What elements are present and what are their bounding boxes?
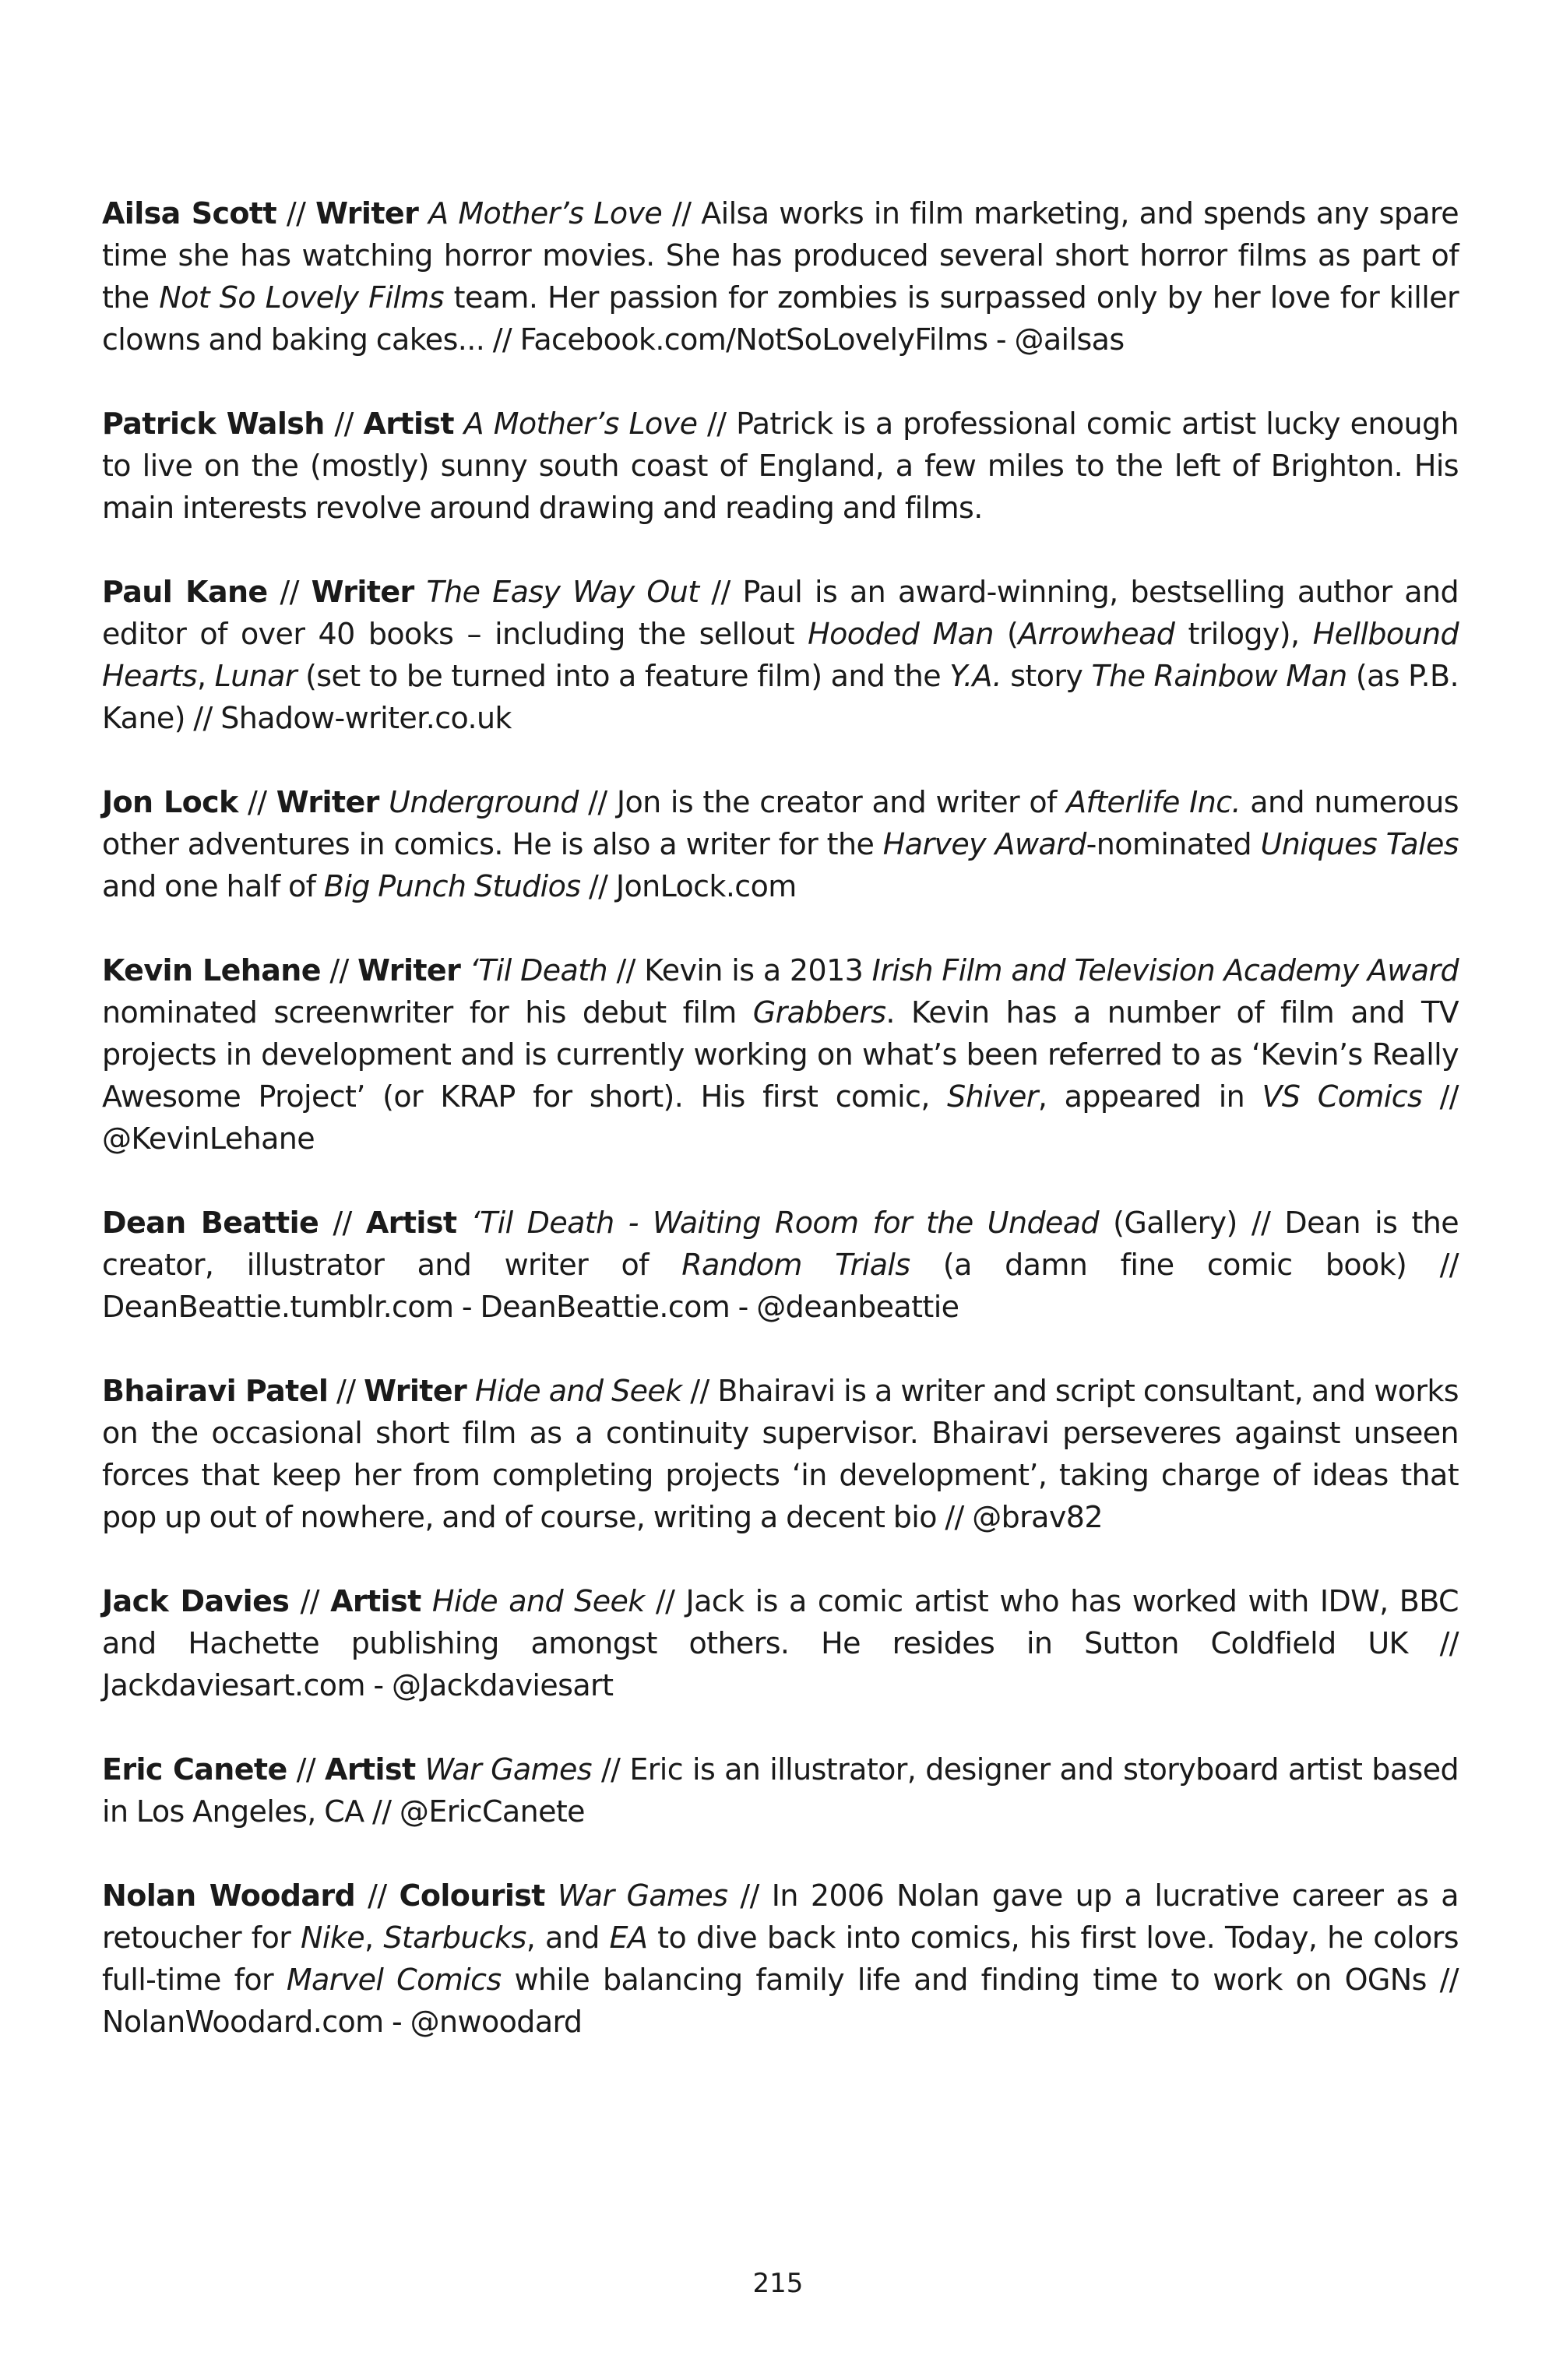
bio-bold-text: Writer xyxy=(357,953,461,988)
contributor-bio xyxy=(102,781,1459,907)
bio-text: // Bhairavi is a writer and script consultant, and works on the occasional short film as a continuity supervisor. Bhairavi perseveres against unseen forces that keep her from completing projects ‘in development’, taking charge of ideas that pop up out of nowhere, and of course, writing a decent bio // @brav82 xyxy=(102,1374,1459,1534)
bio-italic-text: Marvel Comics xyxy=(286,1963,502,1997)
bio-italic-text: Hide and Seek xyxy=(431,1584,645,1618)
bio-text: , appeared in xyxy=(1037,1079,1262,1114)
bio-italic-text: Harvey Award xyxy=(882,827,1086,861)
bio-bold-text: Artist xyxy=(365,1206,457,1240)
bio-italic-text: ‘Til Death xyxy=(469,953,608,988)
bio-text: story xyxy=(1002,659,1092,693)
bio-italic-text: Afterlife Inc. xyxy=(1066,785,1241,819)
bio-italic-text: Y.A. xyxy=(949,659,1002,693)
bio-bold-text: Artist xyxy=(363,407,454,441)
contributor-bio xyxy=(102,1748,1459,1833)
bio-italic-text: Uniques Tales xyxy=(1260,827,1459,861)
bio-text xyxy=(414,575,427,609)
bio-text: (a damn fine comic book) // DeanBeattie.tumblr.com - DeanBeattie.com - @deanbeattie xyxy=(102,1248,1459,1324)
bio-italic-text: Not So Lovely Films xyxy=(159,280,444,315)
bio-italic-text: Hide and Seek xyxy=(474,1374,682,1408)
bio-text: // xyxy=(328,1374,364,1408)
bio-bold-text: Kevin Lehane xyxy=(102,953,321,988)
contributor-bio xyxy=(102,949,1459,1160)
bio-italic-text: A Mother’s Love xyxy=(428,196,663,231)
bio-italic-text: Random Trials xyxy=(681,1248,910,1282)
bio-text: (as P.B. Kane) // Shadow-writer.co.uk xyxy=(102,659,1459,735)
page-number: 215 xyxy=(752,2268,804,2299)
bio-text xyxy=(454,407,464,441)
bio-text: and one half of xyxy=(102,869,324,903)
bio-text xyxy=(379,785,389,819)
bio-bold-text: Artist xyxy=(330,1584,421,1618)
bio-italic-text: Hooded Man xyxy=(808,617,994,651)
bio-italic-text: ‘Til Death - Waiting Room for the Undead xyxy=(470,1206,1100,1240)
contributor-bio xyxy=(102,1580,1459,1706)
bio-italic-text: A Mother’s Love xyxy=(463,407,698,441)
bio-italic-text: War Games xyxy=(557,1878,728,1913)
bio-text: team. Her passion for zombies is surpassed only by her love for killer clowns and baking cakes... // Facebook.com/NotSoLovelyFilms - @ailsas xyxy=(102,280,1459,357)
bio-text: // xyxy=(355,1878,400,1913)
bio-bold-text: Nolan Woodard xyxy=(102,1878,356,1913)
bio-text: // Paul is an award-winning, bestselling author and editor of over 40 books – including the sellout xyxy=(102,575,1459,651)
bio-text xyxy=(421,1584,432,1618)
contributor-bio xyxy=(102,1875,1459,2043)
bio-bold-text: Writer xyxy=(311,575,414,609)
bio-text: , and xyxy=(526,1921,610,1955)
bio-italic-text: The Easy Way Out xyxy=(426,575,699,609)
bio-text xyxy=(545,1878,558,1913)
bio-text: (Gallery) // Dean is the creator, illustrator and writer of xyxy=(102,1206,1459,1282)
bio-text: to dive back into comics, his first love. Today, he colors full-time for xyxy=(102,1921,1459,1997)
contributor-bio xyxy=(102,1202,1459,1328)
bio-italic-text: Hellbound Hearts xyxy=(102,617,1459,693)
bio-italic-text: War Games xyxy=(424,1752,593,1787)
bio-bold-text: Colourist xyxy=(399,1878,545,1913)
bio-text: . Kevin has a number of film and TV projects in development and is currently working on what’s been referred to as ‘Kevin’s Really Awesome Project’ (or KRAP for short). His first comic, xyxy=(102,995,1459,1114)
bio-italic-text: Nike xyxy=(301,1921,365,1955)
bio-text: nominated screenwriter for his debut film xyxy=(102,995,753,1030)
bio-italic-text: EA xyxy=(609,1921,648,1955)
contributor-bio xyxy=(102,571,1459,739)
bio-text: , xyxy=(364,1921,384,1955)
bio-italic-text: Irish Film and Television Academy Award xyxy=(871,953,1459,988)
bio-italic-text: Underground xyxy=(389,785,579,819)
bio-text xyxy=(416,1752,425,1787)
bio-bold-text: Writer xyxy=(364,1374,467,1408)
bio-text: -nominated xyxy=(1086,827,1261,861)
bio-bold-text: Dean Beattie xyxy=(102,1206,319,1240)
bio-bold-text: Writer xyxy=(276,785,379,819)
bio-text: // xyxy=(324,407,364,441)
bio-bold-text: Writer xyxy=(315,196,419,231)
bio-bold-text: Jack Davies xyxy=(102,1584,290,1618)
contributor-bio xyxy=(102,403,1459,529)
contributor-bios xyxy=(102,192,1459,2085)
bio-bold-text: Jon Lock xyxy=(102,785,238,819)
bio-italic-text: VS Comics xyxy=(1262,1079,1423,1114)
contributor-bio xyxy=(102,1370,1459,1538)
bio-text xyxy=(460,953,469,988)
contributor-bio xyxy=(102,192,1459,361)
bio-text: // Patrick is a professional comic artist lucky enough to live on the (mostly) sunny south coast of England, a few miles to the left of Brighton. His main interests revolve around drawing and reading and films. xyxy=(102,407,1459,525)
bio-italic-text: Shiver xyxy=(947,1079,1038,1114)
bio-bold-text: Artist xyxy=(325,1752,416,1787)
bio-text: // xyxy=(276,196,316,231)
bio-text xyxy=(418,196,428,231)
bio-text: // xyxy=(289,1584,331,1618)
bio-italic-text: Lunar xyxy=(214,659,297,693)
bio-text: // JonLock.com xyxy=(580,869,797,903)
bio-text: // xyxy=(320,953,358,988)
bio-text: // xyxy=(319,1206,366,1240)
bio-text: // xyxy=(238,785,276,819)
bio-text xyxy=(466,1374,475,1408)
bio-italic-text: Big Punch Studios xyxy=(323,869,581,903)
bio-italic-text: Grabbers xyxy=(752,995,886,1030)
bio-text: (set to be turned into a feature film) and the xyxy=(296,659,950,693)
bio-italic-text: The Rainbow Man xyxy=(1091,659,1347,693)
bio-text: // Jon is the creator and writer of xyxy=(578,785,1067,819)
bio-text: while balancing family life and finding time to work on OGNs // NolanWoodard.com - @nwoodard xyxy=(102,1963,1459,2039)
bio-text: // @KevinLehane xyxy=(102,1079,1459,1156)
bio-text: // Ailsa works in film marketing, and spends any spare time she has watching horror movies. She has produced several short horror films as part of the xyxy=(102,196,1459,315)
bio-text: // Jack is a comic artist who has worked with IDW, BBC and Hachette publishing amongst others. He resides in Sutton Coldfield UK // Jackdaviesart.com - @Jackdaviesart xyxy=(102,1584,1459,1702)
bio-bold-text: Patrick Walsh xyxy=(102,407,325,441)
bio-bold-text: Eric Canete xyxy=(102,1752,287,1787)
bio-text: // In 2006 Nolan gave up a lucrative career as a retoucher for xyxy=(102,1878,1459,1955)
bio-italic-text: Starbucks xyxy=(383,1921,526,1955)
bio-text xyxy=(456,1206,470,1240)
bio-text: trilogy), xyxy=(1174,617,1313,651)
bio-text: and numerous other adventures in comics. He is also a writer for the xyxy=(102,785,1459,861)
bio-text: // Eric is an illustrator, designer and storyboard artist based in Los Angeles, CA // @EricCanete xyxy=(102,1752,1459,1829)
bio-bold-text: Paul Kane xyxy=(102,575,268,609)
bio-italic-text: Arrowhead xyxy=(1018,617,1175,651)
bio-bold-text: Bhairavi Patel xyxy=(102,1374,329,1408)
bio-text: // xyxy=(267,575,312,609)
bio-text: ( xyxy=(993,617,1019,651)
bio-text: // xyxy=(287,1752,326,1787)
bio-text: // Kevin is a 2013 xyxy=(607,953,872,988)
bio-bold-text: Ailsa Scott xyxy=(102,196,277,231)
bio-text: , xyxy=(196,659,215,693)
